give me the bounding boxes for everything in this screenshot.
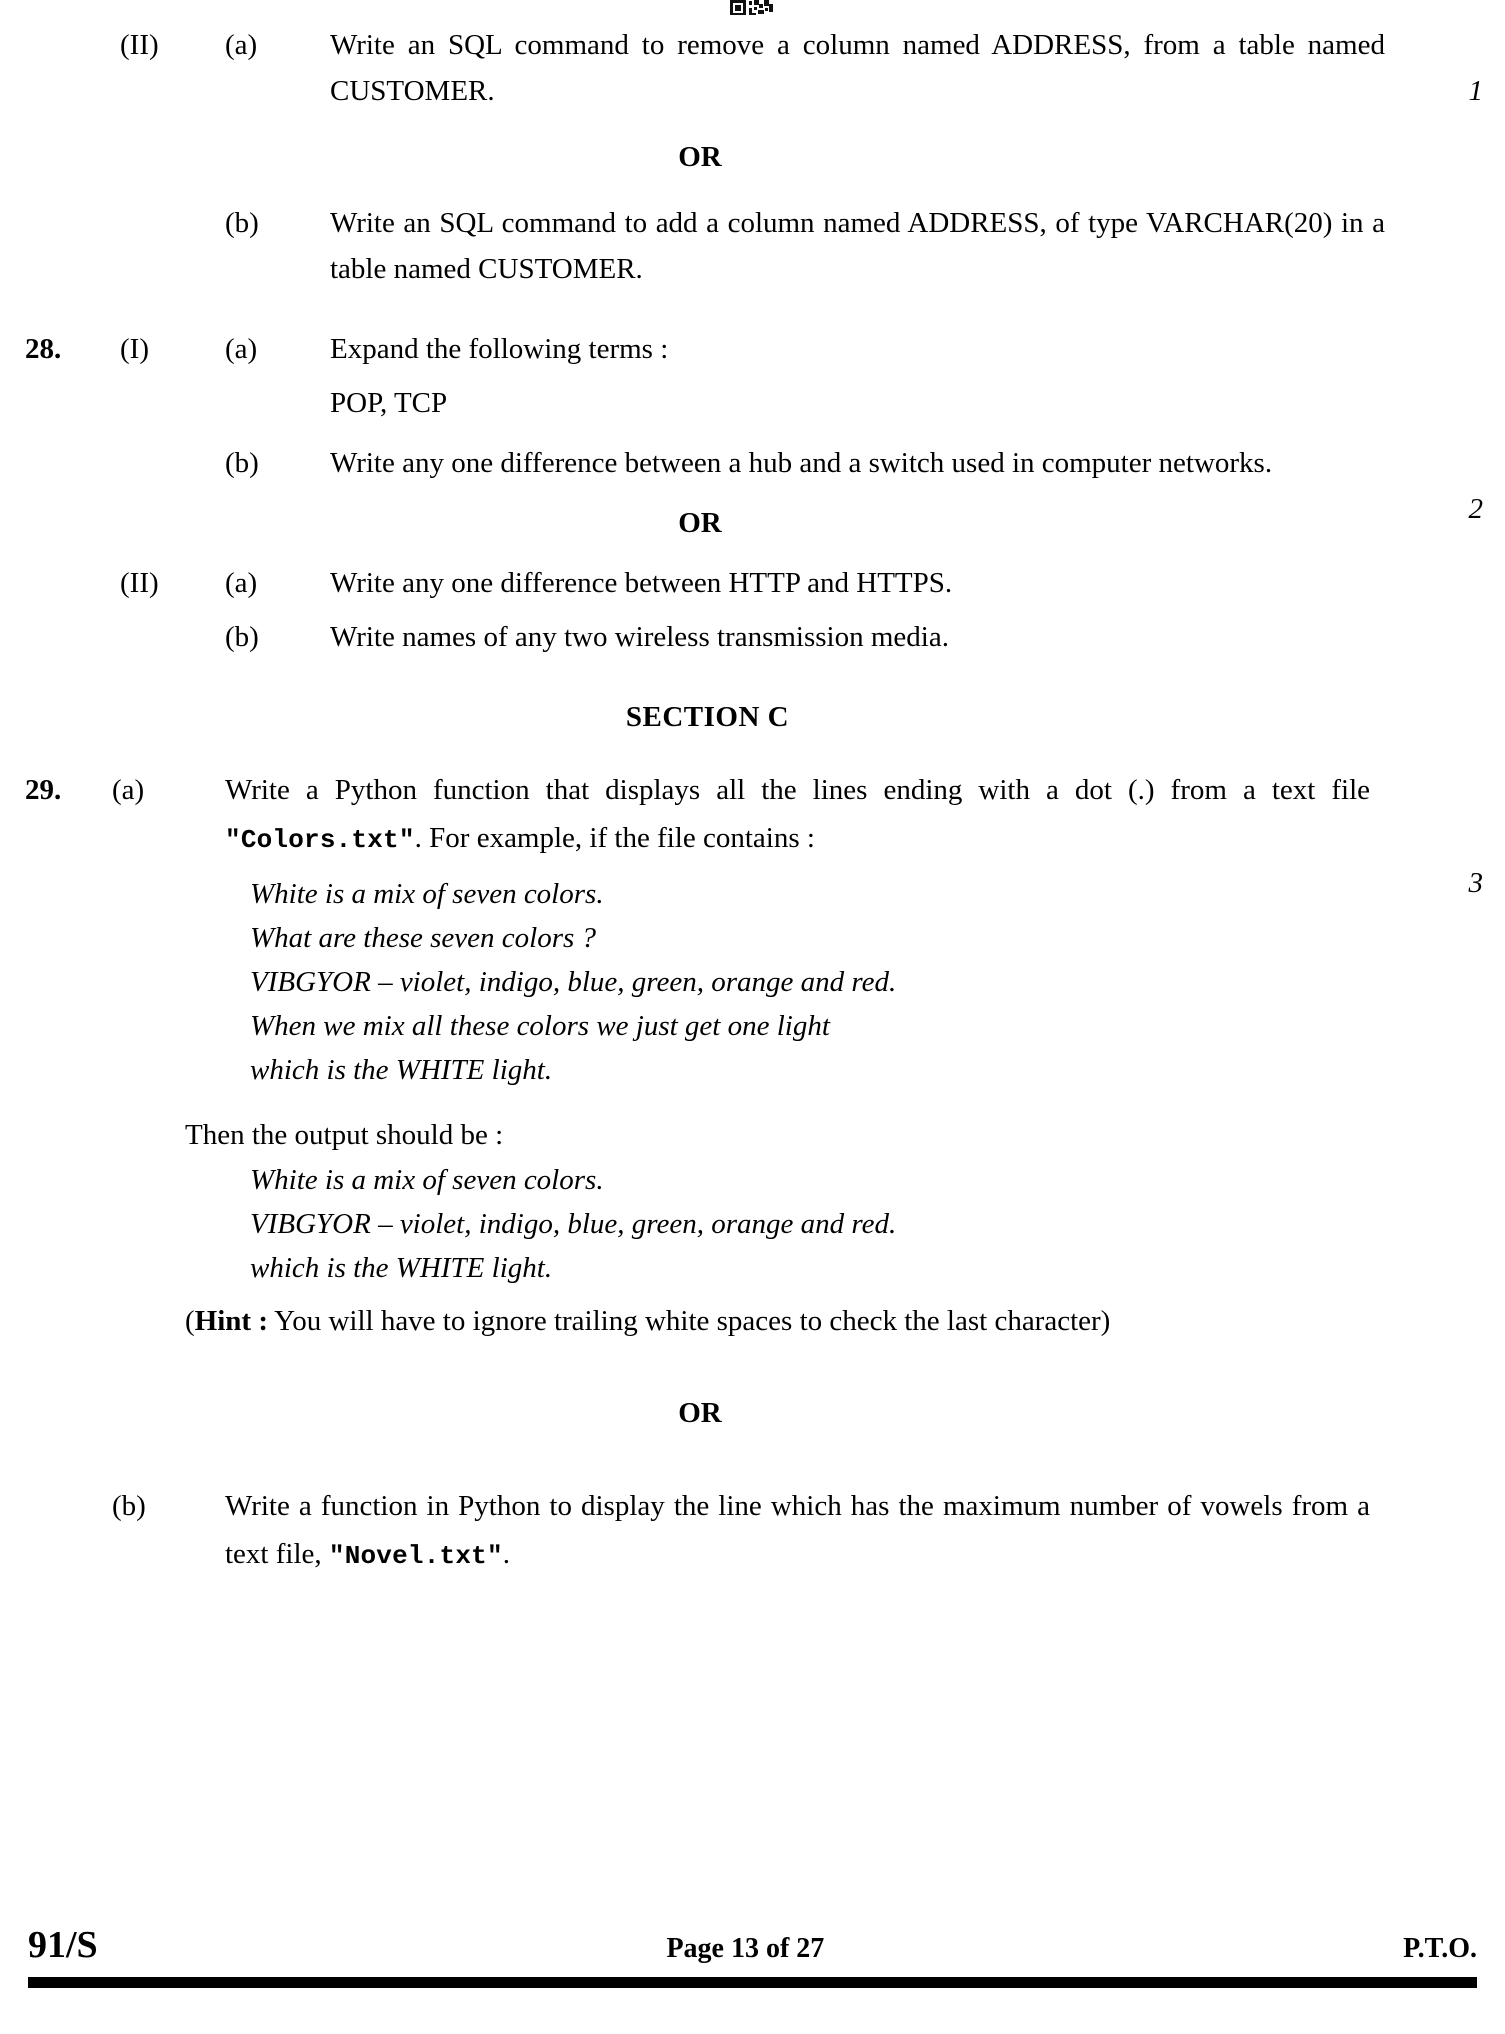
qr-code-icon	[730, 0, 776, 15]
sub-part-letter: (a)	[225, 29, 258, 61]
question-text: Write any one difference between HTTP and HTTPS.	[330, 567, 953, 599]
question-27-part2-b	[0, 200, 1505, 292]
sub-part-letter: (a)	[225, 333, 258, 365]
file-content-line: which is the WHITE light.	[250, 1054, 553, 1086]
or-separator-3: OR	[678, 1397, 722, 1429]
question-28-part2-a	[0, 560, 1505, 606]
sub-part-letter: (a)	[112, 774, 145, 806]
part-roman-numeral: (II)	[120, 29, 159, 61]
part-roman-numeral: (II)	[120, 567, 159, 599]
quote-close: "	[398, 825, 415, 855]
qr-code-fragment	[0, 0, 1505, 16]
question-29-b	[0, 1482, 1505, 1580]
question-text-tail: .	[502, 1538, 510, 1570]
or-separator-2: OR	[678, 507, 722, 539]
quote-open: "	[328, 1541, 345, 1571]
footer-row	[0, 1923, 1505, 1967]
expand-terms-list: POP, TCP	[330, 387, 448, 419]
question-text: Write an SQL command to add a column named ADDRESS, of type VARCHAR(20) in a table named CUSTOMER.	[330, 207, 1385, 285]
paper-code: 91/S	[28, 1924, 98, 1966]
pto-label: P.T.O.	[1403, 1933, 1477, 1964]
hint-open-paren: (	[185, 1305, 195, 1337]
question-content	[0, 22, 1505, 1580]
page-number: Page 13 of 27	[666, 1933, 825, 1964]
question-text: Write an SQL command to remove a column named ADDRESS, from a table named CUSTOMER.	[330, 29, 1385, 107]
hint-body: You will have to ignore trailing white spaces to check the last character)	[267, 1305, 1111, 1337]
expected-output-example	[250, 1158, 1505, 1290]
question-28-part1-a	[0, 326, 1505, 372]
sub-part-letter: (b)	[225, 207, 259, 239]
hint-text	[185, 1298, 1505, 1344]
output-line: White is a mix of seven colors.	[250, 1164, 604, 1196]
sub-part-letter: (b)	[225, 447, 259, 479]
or-separator-1: OR	[678, 141, 722, 173]
file-content-line: What are these seven colors ?	[250, 922, 597, 954]
question-text	[225, 766, 1505, 864]
file-content-line: When we mix all these colors we just get one light	[250, 1010, 830, 1042]
sub-part-letter: (b)	[112, 1490, 146, 1522]
output-line: VIBGYOR – violet, indigo, blue, green, orange and red.	[250, 1208, 897, 1240]
part-roman-numeral: (I)	[120, 333, 149, 365]
question-text: Write any one difference between a hub and a switch used in computer networks.	[330, 447, 1273, 479]
question-number: 29.	[25, 774, 62, 806]
filename-colors-txt: Colors.txt	[240, 825, 399, 855]
question-28-part1-b	[0, 440, 1505, 525]
question-text-lead: Write a function in Python to display the line which has the maximum number of vowels from a text file,	[225, 1490, 1370, 1570]
sub-part-letter: (a)	[225, 567, 258, 599]
marks-value: 3	[1468, 867, 1483, 899]
section-c-heading: SECTION C	[625, 701, 790, 733]
marks-value: 1	[1468, 75, 1483, 107]
question-text: Write names of any two wireless transmission media.	[330, 621, 949, 653]
sub-part-letter: (b)	[225, 621, 259, 653]
marks-value: 2	[1468, 493, 1483, 525]
question-28-part1-a-terms	[0, 380, 1505, 426]
file-content-line: VIBGYOR – violet, indigo, blue, green, orange and red.	[250, 966, 897, 998]
question-text: Expand the following terms :	[330, 333, 669, 365]
question-text	[225, 1482, 1505, 1580]
filename-novel-txt: Novel.txt	[344, 1541, 487, 1571]
footer-divider	[28, 1977, 1477, 1988]
output-intro-text: Then the output should be :	[185, 1119, 504, 1151]
question-28-part2-b	[0, 614, 1505, 660]
question-number: 28.	[25, 333, 62, 365]
hint-label: Hint :	[194, 1305, 268, 1337]
file-contents-example	[250, 872, 1505, 1092]
question-27-part2-a	[0, 22, 1505, 114]
quote-open: "	[225, 825, 241, 855]
output-line: which is the WHITE light.	[250, 1252, 553, 1284]
question-text-tail: . For example, if the file contains :	[414, 822, 815, 854]
page-footer	[0, 1923, 1505, 1988]
file-content-line: White is a mix of seven colors.	[250, 878, 604, 910]
quote-close: "	[486, 1541, 503, 1571]
question-text-lead: Write a Python function that displays all the lines ending with a dot (.) from a text file	[225, 774, 1370, 806]
